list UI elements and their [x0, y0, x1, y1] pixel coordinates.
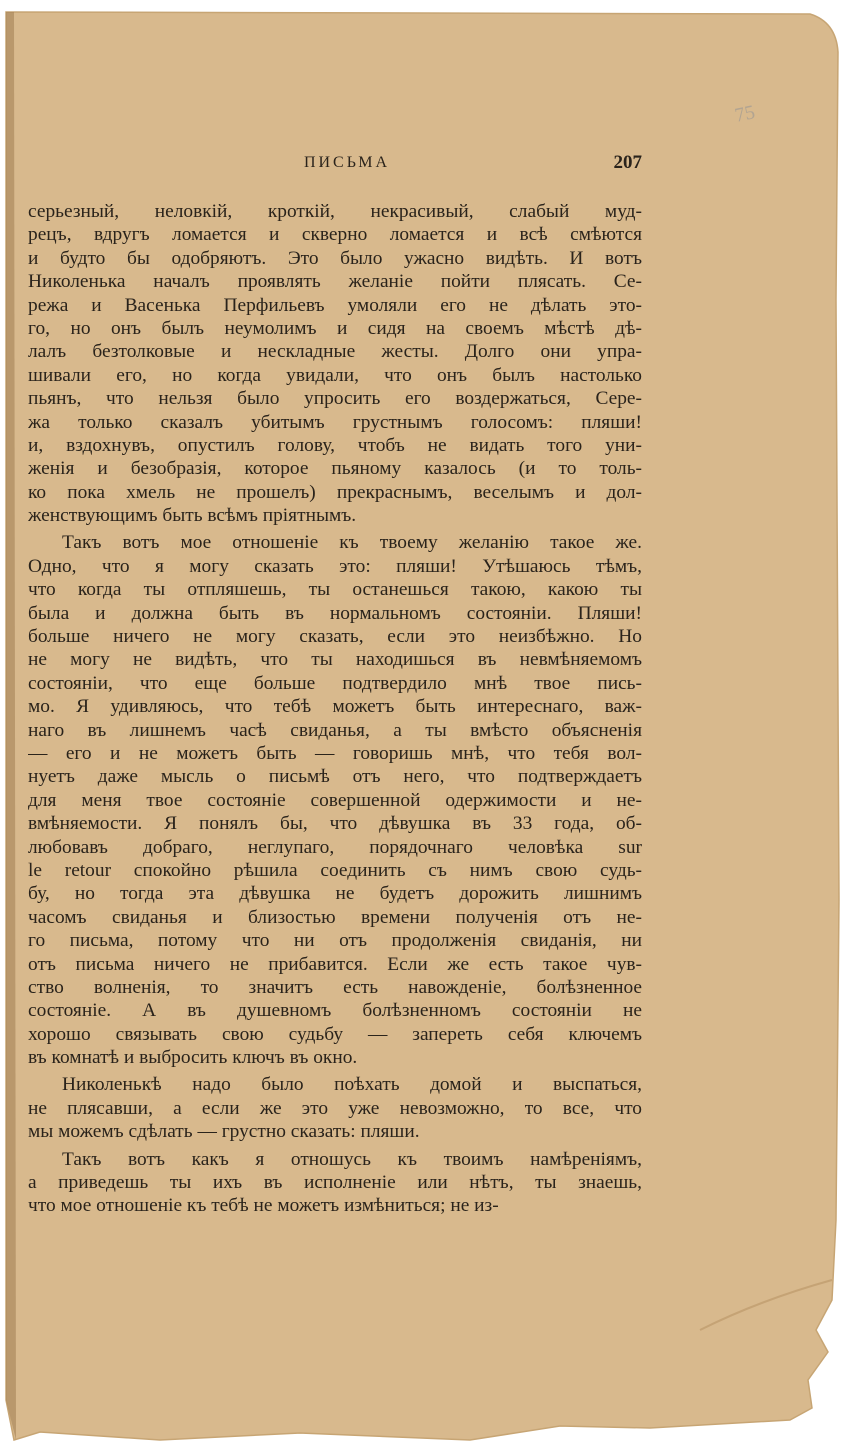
text-line: въ комнатѣ и выбросить ключъ въ окно.: [28, 1047, 358, 1069]
text-line: le retour спокойно рѣшила соединить съ нимъ свою судь-: [28, 859, 642, 881]
text-line: и будто бы одобряютъ. Это было ужасно видѣть. И вотъ: [28, 247, 642, 269]
text-line: ство волненія, то значитъ есть навожденіе, болѣзненное: [28, 976, 642, 998]
text-line: не плясавши, а если же это уже невозможно, то все, что: [28, 1097, 642, 1119]
text-line: пьянъ, что нельзя было упросить его воздержаться, Сере-: [28, 388, 642, 410]
text-line: наго въ лишнемъ часѣ свиданья, а ты вмѣсто объясненія: [28, 719, 642, 741]
running-title: ПИСЬМА: [303, 154, 391, 171]
text-line: бу, но тогда эта дѣвушка не будетъ дорожить лишнимъ: [28, 883, 642, 905]
text-line: серьезный, неловкій, кроткій, некрасивый, слабый муд-: [28, 201, 642, 222]
text-line: а приведешь ты ихъ въ исполненіе или нѣтъ, ты знаешь,: [28, 1172, 642, 1194]
text-line: что мое отношеніе къ тебѣ не можетъ измѣниться; не из-: [28, 1195, 499, 1217]
text-line: го, но онъ былъ неумолимъ и сидя на своемъ мѣстѣ дѣ-: [28, 317, 642, 339]
text-line: го письма, потому что ни отъ продолженія свиданія, ни: [28, 930, 642, 952]
text-line: состояніе. А въ душевномъ болѣзненномъ состояніи не: [28, 1000, 642, 1022]
text-line: нуетъ даже мысль о письмѣ отъ него, что подтверждаетъ: [28, 766, 642, 788]
paragraph: [28, 1073, 642, 1143]
text-line: Николенька началъ проявлять желаніе пойти плясать. Се-: [28, 271, 642, 293]
text-line: рецъ, вдругъ ломается и скверно ломается и всѣ смѣются: [28, 224, 642, 246]
text-line: что когда ты отпляшешь, ты останешься такою, какою ты: [28, 579, 642, 601]
text-line: больше ничего не могу сказать, если это неизбѣжно. Но: [28, 626, 642, 648]
text-line: любовавъ добраго, неглупаго, порядочнаго человѣка sur: [28, 836, 642, 858]
text-line: часомъ свиданья и близостью времени полученія отъ не-: [28, 906, 642, 928]
text-line: лалъ безтолковые и нескладные жесты. Долго они упра-: [28, 341, 642, 363]
body-text: [28, 200, 642, 1218]
paragraph: [28, 200, 642, 527]
paragraph: [28, 531, 642, 1069]
page-header: [28, 152, 642, 176]
text-line: вмѣняемости. Я понялъ бы, что дѣвушка въ 33 года, об-: [28, 813, 642, 835]
text-line: и, вздохнувъ, опустилъ голову, чтобъ не видать того уни-: [28, 434, 642, 456]
text-line: Такъ вотъ какъ я отношусь къ твоимъ намѣреніямъ,: [62, 1148, 642, 1170]
text-line: женія и безобразія, которое пьяному казалось (и то толь-: [28, 458, 642, 480]
text-line: жа только сказалъ убитымъ грустнымъ голосомъ: пляши!: [28, 411, 642, 433]
text-line: была и должна быть въ нормальномъ состояніи. Пляши!: [28, 602, 642, 624]
text-line: женствующимъ быть всѣмъ пріятнымъ.: [28, 505, 357, 527]
text-line: для меня твое состояніе совершенной одержимости и не-: [28, 789, 642, 811]
text-line: мо. Я удивляюсь, что тебѣ можетъ быть интереснаго, важ-: [28, 696, 642, 718]
text-line: отъ письма ничего не прибавится. Если же есть такое чув-: [28, 953, 642, 975]
text-line: мы можемъ сдѣлать — грустно сказать: пляши.: [28, 1121, 420, 1143]
text-line: Николенькѣ надо было поѣхать домой и выспаться,: [62, 1074, 642, 1096]
page-number: 207: [613, 152, 642, 173]
text-line: не могу не видѣть, что ты находишься въ невмѣняемомъ: [28, 649, 642, 671]
text-line: режа и Васенька Перфильевъ умоляли его не дѣлать это-: [28, 294, 642, 316]
paragraph: [28, 1148, 642, 1218]
text-line: шивали его, но когда увидали, что онъ былъ настолько: [28, 364, 642, 386]
text-line: ко пока хмель не прошелъ) прекраснымъ, веселымъ и дол-: [28, 481, 642, 503]
text-line: Такъ вотъ мое отношеніе къ твоему желанію такое же.: [62, 532, 642, 554]
text-line: хорошо связывать свою судьбу — запереть себя ключемъ: [28, 1023, 642, 1045]
pencil-note: 75: [732, 101, 757, 127]
text-line: — его и не можетъ быть — говоришь мнѣ, что тебя вол-: [28, 742, 642, 764]
text-line: Одно, что я могу сказать это: пляши! Утѣшаюсь тѣмъ,: [28, 555, 642, 577]
text-line: состояніи, что еще больше подтвердило мнѣ твое пись-: [28, 672, 642, 694]
